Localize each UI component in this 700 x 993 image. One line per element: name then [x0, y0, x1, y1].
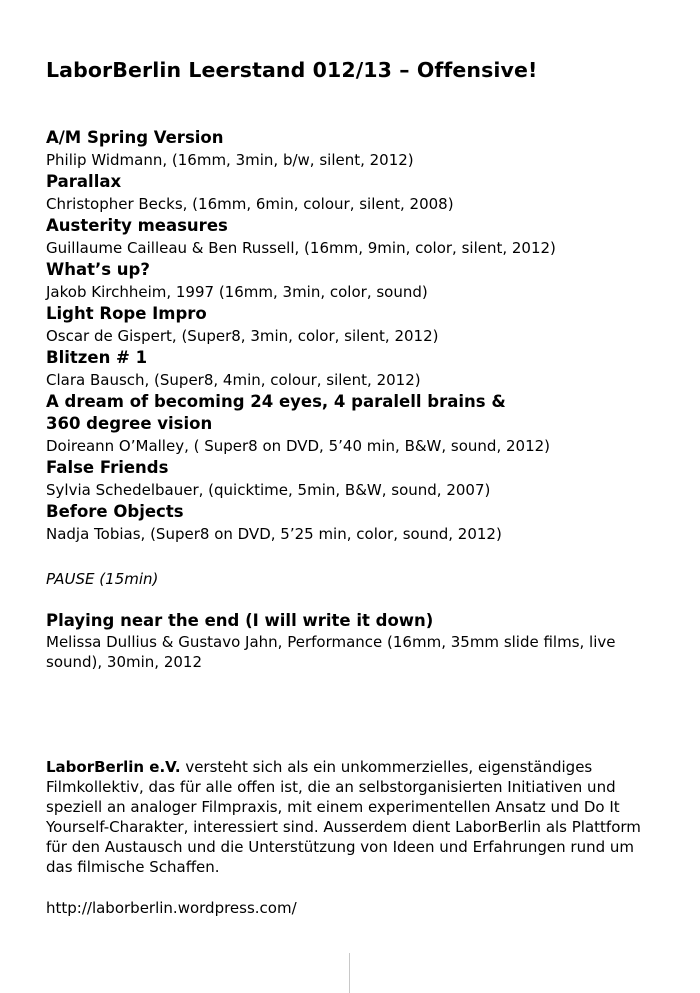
film-details: Nadja Tobias, (Super8 on DVD, 5’25 min, color, sound, 2012): [46, 525, 502, 543]
organization-name: LaborBerlin e.V.: [46, 758, 181, 776]
film-title: What’s up?: [46, 260, 150, 279]
film-entry: [46, 171, 666, 215]
film-details: Jakob Kirchheim, 1997 (16mm, 3min, color, sound): [46, 283, 428, 301]
film-title-continued: 360 degree vision: [46, 414, 213, 433]
film-entry: [46, 391, 666, 457]
performance-entry: [46, 610, 666, 672]
film-entry: [46, 127, 666, 171]
performance-title: Playing near the end (I will write it down): [46, 611, 434, 630]
film-details: Sylvia Schedelbauer, (quicktime, 5min, B&W, sound, 2007): [46, 481, 491, 499]
film-entry: [46, 457, 666, 501]
film-details: Doireann O’Malley, ( Super8 on DVD, 5’40 min, B&W, sound, 2012): [46, 437, 551, 455]
film-entry: [46, 215, 666, 259]
film-details: Clara Bausch, (Super8, 4min, colour, silent, 2012): [46, 371, 421, 389]
about-paragraph: [46, 757, 662, 877]
film-details: Christopher Becks, (16mm, 6min, colour, silent, 2008): [46, 195, 454, 213]
film-title: Austerity measures: [46, 216, 228, 235]
film-entry: [46, 303, 666, 347]
film-details: Guillaume Cailleau & Ben Russell, (16mm, 9min, color, silent, 2012): [46, 239, 556, 257]
film-title: Light Rope Impro: [46, 304, 207, 323]
about-text: versteht sich als ein unkommerzielles, eigenständiges Filmkollektiv, das für alle offen ist, die an selbstorganisierten Initiativen und speziell an analoger Filmpraxis, mit einem experimentellen Ansatz und Do It Yourself-Charakter, interessiert sind. Ausserdem dient LaborBerlin als Plattform für den Austausch und die Unterstützung von Ideen und Erfahrungen rund um das filmische Schaffen.: [46, 758, 641, 876]
website-link[interactable]: http://laborberlin.wordpress.com/: [46, 899, 297, 917]
film-title: Parallax: [46, 172, 122, 191]
film-program-list: [46, 127, 666, 545]
film-title: A/M Spring Version: [46, 128, 224, 147]
film-entry: [46, 501, 666, 545]
film-details: Philip Widmann, (16mm, 3min, b/w, silent, 2012): [46, 151, 414, 169]
page-fold-divider: [349, 953, 350, 993]
pause-note: PAUSE (15min): [46, 570, 159, 588]
film-title: A dream of becoming 24 eyes, 4 paralell brains &: [46, 392, 506, 411]
film-title: Before Objects: [46, 502, 184, 521]
film-entry: [46, 259, 666, 303]
page-title: LaborBerlin Leerstand 012/13 – Offensive!: [46, 58, 538, 82]
film-entry: [46, 347, 666, 391]
film-title: False Friends: [46, 458, 169, 477]
film-title: Blitzen # 1: [46, 348, 148, 367]
performance-details: Melissa Dullius & Gustavo Jahn, Performance (16mm, 35mm slide films, live sound), 30min, 2012: [46, 633, 616, 671]
film-details: Oscar de Gispert, (Super8, 3min, color, silent, 2012): [46, 327, 439, 345]
